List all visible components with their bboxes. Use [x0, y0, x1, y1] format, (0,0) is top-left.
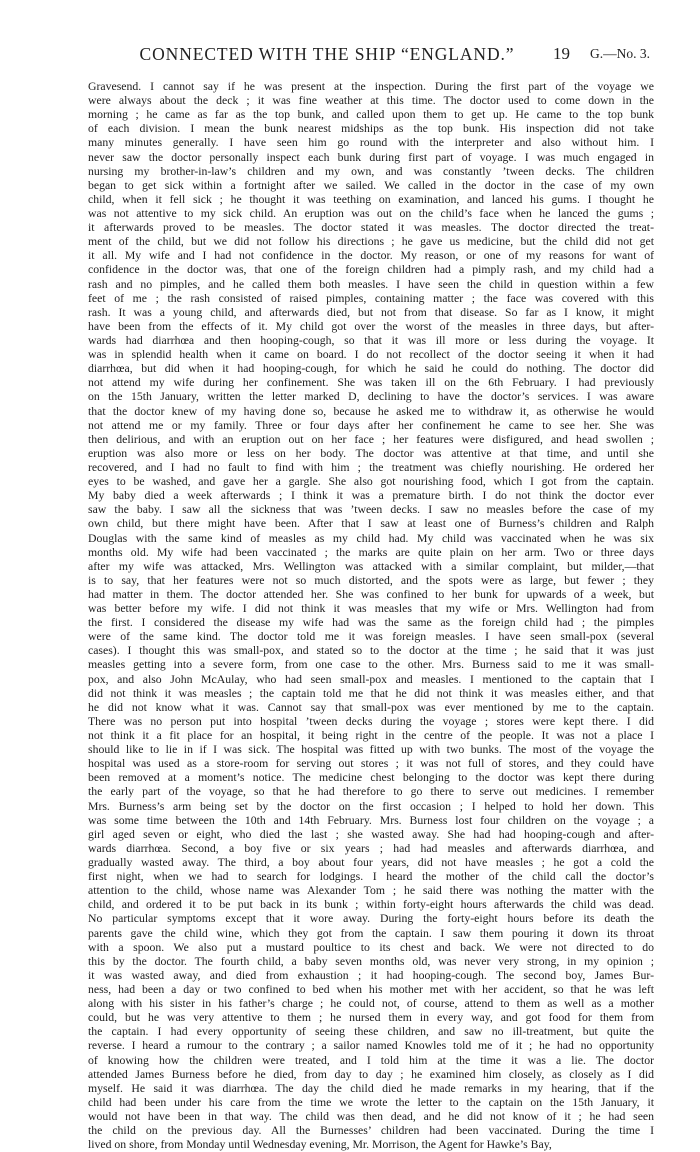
text-line: attention to the child, whose name was Alexander Tom ; he said there was nothing the matter with the [88, 884, 654, 898]
text-line: child, and ordered it to be put back in its bunk ; within forty-eight hours afterwards the child was dead. [88, 898, 654, 912]
text-line: girl aged seven or eight, who died the last ; she wasted away. She had had hooping-cough and after- [88, 827, 654, 841]
text-line: began to get sick within a fortnight after we sailed. We called in the doctor in the case of my own [88, 178, 654, 192]
text-line: saw the baby. I saw all the sickness that was ’tween decks. I saw no measles before the case of my [88, 503, 654, 517]
text-line: on the 15th January, written the letter marked D, declining to have the doctor’s services. I was aware [88, 390, 654, 404]
text-line: myself. He said it was diarrhœa. The day the child died he made remarks in my hearing, that if the [88, 1081, 654, 1095]
text-line: many minutes generally. I have seen him go round with the interpreter and also without him. I [88, 136, 654, 150]
page-number: 19 [553, 44, 570, 63]
text-line: would not have been in that way. The child was then dead, and he did not know of it ; he had seen [88, 1109, 654, 1123]
text-line: had matter in them. The doctor attended her. She was confined to her bunk for upwards of a week, but [88, 587, 654, 601]
text-line: the child on the previous day. All the Burnesses’ children had been vaccinated. During the time I [88, 1124, 654, 1138]
text-line: hospital was used as a store-room for serving out stores ; it was not full of stores, and they could have [88, 757, 654, 771]
text-line: along with his sister in his father’s charge ; he could not, of course, attend to them as well as a mother [88, 997, 654, 1011]
text-line: was some time between the 10th and 14th February. Mrs. Burness lost four children on the voyage ; a [88, 813, 654, 827]
body-text [88, 80, 654, 1152]
text-line: gradually wasted away. The third, a boy about four years, did not have measles ; he got a cold the [88, 856, 654, 870]
text-line: ness, had been a day or two confined to bed when his mother met with her accident, so that he was left [88, 983, 654, 996]
text-line: was in splendid health when it came on board. I do not recollect of the doctor seeing it when it had [88, 348, 654, 362]
text-line: not attend my wife during her confinement. She was taken ill on the 6th February. I had previously [88, 376, 654, 390]
text-line: was not attentive to my sick child. An eruption was out on the child’s face when he lanced the gums ; [88, 206, 654, 220]
text-line: been removed at a moment’s notice. The medicine chest belonging to the doctor was kept there during [88, 771, 654, 785]
text-line: with a spoon. We also put a mustard poultice to its chest and back. We were not directed to do [88, 940, 654, 954]
text-line: recovered, and I had no fault to find with him ; the treatment was chiefly nourishing. He ordered her [88, 460, 654, 474]
text-line: months old. My wife had been vaccinated ; the marks are quite plain on her arm. Two or three days [88, 545, 654, 559]
text-line: is to say, that her features were not so much distorted, and the spots were as large, but fewer ; they [88, 573, 654, 587]
text-line: it all. My wife and I had not confidence in the doctor. My reason, or one of my reasons for want of [88, 249, 654, 263]
text-line: after my wife was attacked, Mrs. Wellington was attacked with a similar complaint, but milder,—that [88, 559, 654, 573]
text-line: No particular symptoms except that it wore away. During the forty-eight hours before its death the [88, 912, 654, 926]
text-line: not attend me or my family. Three or four days after her confinement he came to see her. She was [88, 418, 654, 432]
text-line: were always about the deck ; it was fine weather at this time. The doctor used to come down in the [88, 94, 654, 108]
text-line: then delirious, and with an eruption out on her face ; her features were disfigured, and head swollen ; [88, 432, 654, 446]
text-line: not think it a fit place for an hospital, it being right in the centre of the people. It was not a place I [88, 729, 654, 743]
text-line: rash and no pimples, and he called them both measles. I have seen the child in question within a few [88, 277, 654, 291]
text-line: never saw the doctor personally inspect each bunk during first part of voyage. I was much engaged in [88, 150, 654, 164]
text-line: attended James Burness before he died, from day to day ; he examined him closely, as closely as I did [88, 1067, 654, 1081]
text-line: the first. I considered the disease my wife had was the same as the foreign child had ; the pimples [88, 616, 654, 630]
text-line: was better before my wife. I did not think it was measles that my wife or Mrs. Wellington had from [88, 602, 654, 616]
text-line: rash. It was a young child, and afterwards died, but not from that disease. So far as I know, it might [88, 305, 654, 319]
text-line: could, but he was very attentive to them ; he nursed them in every way, and got food for them from [88, 1011, 654, 1025]
text-line: eyes to be washed, and gave her a gargle. She also got nourishing food, which I got from the captain. [88, 475, 654, 489]
text-line: did not think it was measles ; the captain told me that he did not think it was measles either, and that [88, 686, 654, 700]
text-line: of each division. I mean the bunk nearest midships as the top bunk. His inspection did not take [88, 122, 654, 136]
text-line: Mrs. Burness’s arm being set by the doctor on the first occasion ; I helped to hold her down. This [88, 799, 654, 813]
text-line: diarrhœa, but did when it had hooping-cough, for which he said he could do nothing. The doctor did [88, 362, 654, 376]
text-line: child had been under his care from the time we wrote the letter to the captain on the 15th January, it [88, 1095, 654, 1109]
page-header [0, 44, 700, 68]
text-line: reverse. I heard a rumour to the contrary ; a sailor named Knowles told me of it ; he had no opportunity [88, 1039, 654, 1053]
text-line: parents gave the child wine, which they got from the captain. I saw them pouring it down its throat [88, 926, 654, 940]
text-line: it afterwards proved to be measles. The doctor stated it was measles. The doctor directed the treat- [88, 221, 654, 235]
text-line: that the doctor knew of my having done so, because he asked me to withdraw it, as otherwise he would [88, 404, 654, 418]
text-line: feet of me ; the rash consisted of raised pimples, containing matter ; the face was covered with this [88, 291, 654, 305]
text-line: ment of the child, but we did not follow his directions ; he gave us medicine, but the child did not get [88, 235, 654, 249]
text-line: pox, and also John McAulay, who had seen small-pox and measles. I mentioned to the captain that I [88, 672, 654, 686]
text-line: morning ; he came as far as the top bunk, and called upon them to get up. He came to the top bunk [88, 108, 654, 122]
text-line: Gravesend. I cannot say if he was present at the inspection. During the first part of the voyage we [88, 80, 654, 93]
text-line: have been from the effects of it. My child got over the worst of the measles in three days, but after- [88, 319, 654, 333]
text-line: own child, but there might have been. After that I saw at least one of Burness’s children and Ralph [88, 517, 654, 531]
document-reference: G.—No. 3. [590, 46, 650, 61]
text-line: There was no person put into hospital ’tween decks during the voyage ; stores were kept there. I did [88, 714, 654, 728]
text-line: the captain. I had every opportunity of seeing these children, and saw no ill-treatment, but quite the [88, 1025, 654, 1039]
text-line: were of the same kind. The doctor told me it was foreign measles. I have seen small-pox (several [88, 630, 654, 644]
text-line: child, when it fell sick ; he thought it was teething on examination, and lanced his gums. I thought he [88, 192, 654, 206]
text-line: cases). I thought this was small-pox, and stated so to the doctor at the time ; he said that it was just [88, 644, 654, 658]
text-line: this by the doctor. The fourth child, a baby seven months old, was never very strong, in my opinion ; [88, 954, 654, 968]
text-line: wards had diarrhœa and then hooping-cough, so that it was ill more or less during the voyage. It [88, 333, 654, 347]
text-line: lived on shore, from Monday until Wednesday evening, Mr. Morrison, the Agent for Hawke’s Bay, [88, 1138, 552, 1152]
text-line: Douglas with the same kind of measles as my child had. My child was vaccinated when he was six [88, 531, 654, 545]
text-line: he did not know what it was. Cannot say that small-pox was ever mentioned by me to the captain. [88, 700, 654, 714]
text-line: the early part of the voyage, so that he had therefore to go there to serve out medicines. I remember [88, 785, 654, 799]
text-line: of knowing how the children were treated, and I told him at the time it was a lie. The doctor [88, 1053, 654, 1067]
text-line: should like to lie in if I was sick. The hospital was fitted up with two bunks. The most of the voyage the [88, 743, 654, 757]
running-head: CONNECTED WITH THE SHIP “ENGLAND.” [139, 44, 515, 64]
text-line: nursing my brother-in-law’s children and my own, and was constantly ’tween decks. The children [88, 164, 654, 178]
text-line: confidence in the doctor was, that one of the foreign children had a pimply rash, and my child had a [88, 263, 654, 277]
text-line: it was wasted away, and died from exhaustion ; it had hooping-cough. The second boy, James Bur- [88, 968, 654, 982]
text-line: My baby died a week afterwards ; I think it was a premature birth. I do not think the doctor ever [88, 489, 654, 503]
text-line: eruption was also more or less on her body. The doctor was attentive at that time, and until she [88, 446, 654, 460]
text-line: first night, when we had to search for lodgings. I heard the mother of the child call the doctor’s [88, 870, 654, 884]
text-line: wards diarrhœa. Second, a boy five or six years ; had had measles and afterwards diarrhœa, and [88, 841, 654, 855]
text-line: measles getting into a severe form, from one case to the other. Mrs. Burness said to me it was small- [88, 658, 654, 672]
